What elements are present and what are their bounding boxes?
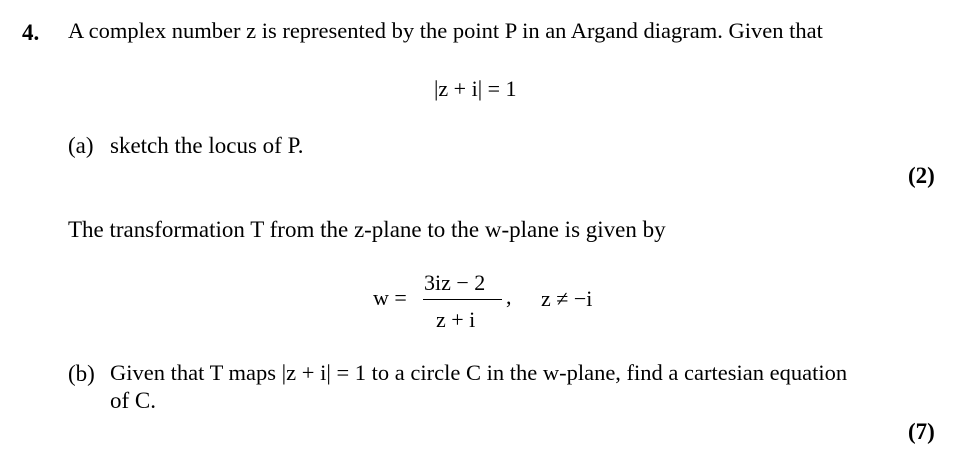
transformation-numerator: 3iz − 2 xyxy=(424,270,486,295)
transformation-comma: , xyxy=(506,284,512,309)
fraction-bar xyxy=(423,299,502,300)
transformation-lhs: w = xyxy=(373,285,407,310)
part-b-line2: of C. xyxy=(110,388,156,413)
question-intro: A complex number z is represented by the point P in an Argand diagram. Given that xyxy=(68,18,823,43)
transformation-denominator: z + i xyxy=(436,307,476,332)
part-a-text: sketch the locus of P. xyxy=(110,133,304,158)
transformation-condition: z ≠ −i xyxy=(541,286,593,311)
part-b-label: (b) xyxy=(68,361,95,386)
given-equation: |z + i| = 1 xyxy=(434,76,517,101)
part-b-line1: Given that T maps |z + i| = 1 to a circle C in the w-plane, find a cartesian equation xyxy=(110,360,848,385)
question-number: 4. xyxy=(22,20,40,45)
part-b-marks: (7) xyxy=(908,419,935,444)
part-a-marks: (2) xyxy=(908,163,935,188)
part-a-label: (a) xyxy=(68,133,94,158)
transformation-text: The transformation T from the z-plane to the w-plane is given by xyxy=(68,217,666,242)
